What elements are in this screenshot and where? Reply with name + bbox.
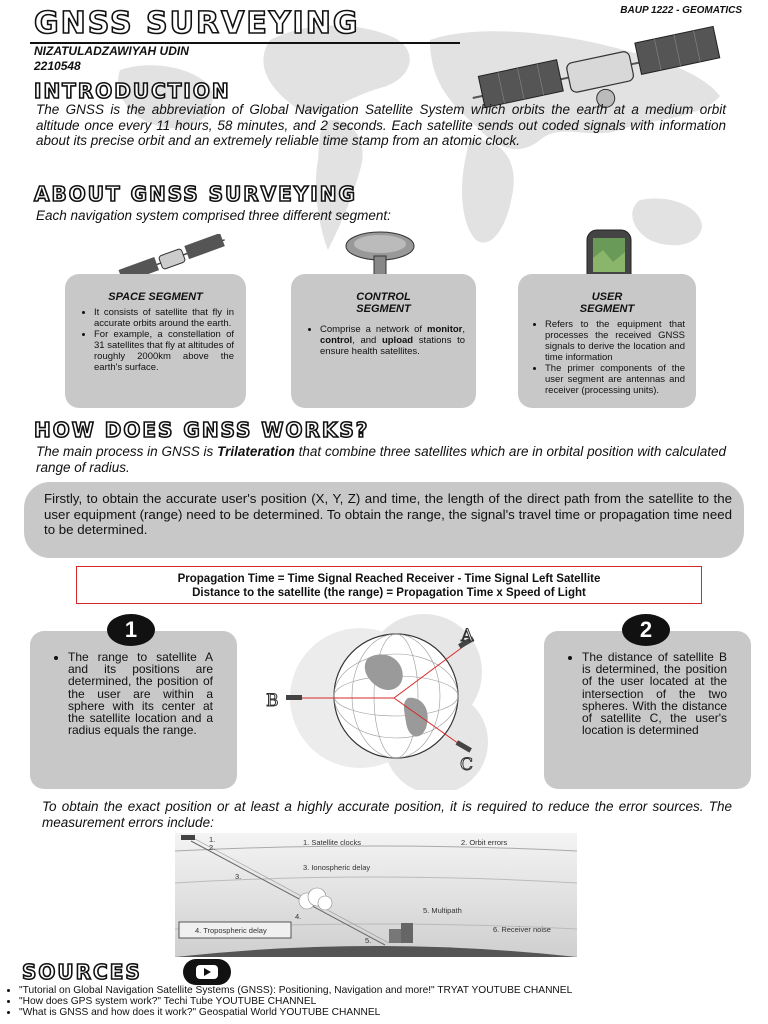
trilateration-diagram <box>256 610 546 790</box>
list-item: • It consists of satellite that fly in accurate orbits around the earth. <box>94 307 234 329</box>
source-item: • "How does GPS system work?" Techi Tube YOUTUBE CHANNEL <box>19 996 768 1007</box>
sources-heading: SOURCES <box>22 960 142 984</box>
intro-heading: INTRODUCTION <box>34 79 231 103</box>
source-item: • "Tutorial on Global Navigation Satellite Systems (GNSS): Positioning, Navigation and more!" TRYAT YOUTUBE CHANNEL <box>19 985 768 996</box>
building-icon <box>401 923 413 943</box>
intro-text: The GNSS is the abbreviation of Global Navigation Satellite System which orbits the earth at a medium orbit altitude once every 11 hours, 58 minutes, and 2 seconds. Each satellite sends out coded signals with information about its precise orbit and an extremely reliable time stamp from an atomic clock. <box>36 102 726 148</box>
list-item: • Refers to the equipment that processes the received GNSS signals to derive the location and time information <box>545 319 685 363</box>
how-explanation-pill <box>24 482 744 558</box>
how-heading: HOW DOES GNSS WORKS? <box>34 418 370 442</box>
satellite-icon <box>286 695 302 700</box>
step1-card <box>30 631 237 789</box>
label-satellite-clocks: 1. Satellite clocks <box>303 838 361 847</box>
formula-box <box>76 566 702 604</box>
space-segment-title: SPACE SEGMENT <box>108 291 203 303</box>
step1-badge: 1 <box>107 614 155 646</box>
page-title: GNSS SURVEYING <box>34 6 360 41</box>
label-tropospheric: 4. Tropospheric delay <box>195 926 267 935</box>
list-item: • The range to satellite A and its positions are determined, the position of the user are within a sphere with its center at the satellite location and a radius equals the range. <box>68 651 213 736</box>
label-n3: 3. <box>235 872 242 881</box>
label-multipath: 5. Multipath <box>423 906 462 915</box>
sources-list <box>5 985 768 1018</box>
about-heading: ABOUT GNSS SURVEYING <box>34 182 357 206</box>
label-a: A <box>461 626 474 646</box>
step2-card <box>544 631 751 789</box>
label-c: C <box>460 755 474 775</box>
label-orbit-errors: 2. Orbit errors <box>461 838 508 847</box>
errors-text: To obtain the exact position or at least a highly accurate position, it is required to reduce the error sources. The measurement errors include: <box>42 799 732 830</box>
youtube-play-icon[interactable] <box>182 958 232 986</box>
course-code: BAUP 1222 - GEOMATICS <box>620 5 742 16</box>
label-n1: 1. <box>209 835 216 844</box>
how-explanation-text: Firstly, to obtain the accurate user's position (X, Y, Z) and time, the length of the direct path from the satellite to the user equipment (range) need to be determined. To obtain the range, the signal's travel time or propagation time need to be determined. <box>44 491 732 537</box>
author-block <box>34 44 189 74</box>
control-segment-card <box>291 274 476 408</box>
space-segment-list <box>79 307 234 373</box>
how-text: The main process in GNSS is Trilateration that combine three satellites which are in orbital position with calculated range of radius. <box>36 444 726 475</box>
label-n2: 2. <box>209 843 216 852</box>
user-segment-card <box>518 274 696 408</box>
control-segment-title: CONTROL SEGMENT <box>356 291 411 315</box>
label-ionospheric: 3. Ionospheric delay <box>303 863 371 872</box>
list-item: • Comprise a network of monitor, control, and upload stations to ensure health satellites. <box>320 324 465 357</box>
source-item: • "What is GNSS and how does it work?" Geospatial World YOUTUBE CHANNEL <box>19 1007 768 1018</box>
satellite-icon <box>181 835 195 840</box>
user-segment-title: USER SEGMENT <box>579 291 635 315</box>
user-segment-list <box>530 319 685 396</box>
control-segment-list <box>305 324 465 357</box>
list-item: • The distance of satellite B is determined, the position of the user located at the intersection of the two spheres. With the distance of satellite C, the user's location is determined <box>582 651 727 736</box>
list-item: • The primer components of the user segment are antennas and receiver (processing units). <box>545 363 685 396</box>
label-n5: 5. <box>365 936 372 945</box>
author-name: NIZATULADZAWIYAH UDIN <box>34 44 189 58</box>
label-receiver-noise: 6. Receiver noise <box>493 925 551 934</box>
space-segment-card <box>65 274 246 408</box>
author-id: 2210548 <box>34 59 81 73</box>
label-b: B <box>266 691 279 711</box>
about-text: Each navigation system comprised three different segment: <box>36 208 391 223</box>
label-n4: 4. <box>295 912 302 921</box>
formula-line-2: Distance to the satellite (the range) = Propagation Time x Speed of Light <box>192 587 586 599</box>
formula-line-1: Propagation Time = Time Signal Reached Receiver - Time Signal Left Satellite <box>177 573 601 585</box>
step1-list <box>50 651 213 736</box>
list-item: • For example, a constellation of 31 satellites that fly at altitudes of roughly 2000km above the earth's surface. <box>94 329 234 373</box>
step2-list <box>564 651 727 736</box>
step2-badge: 2 <box>622 614 670 646</box>
error-sources-diagram <box>175 833 577 957</box>
